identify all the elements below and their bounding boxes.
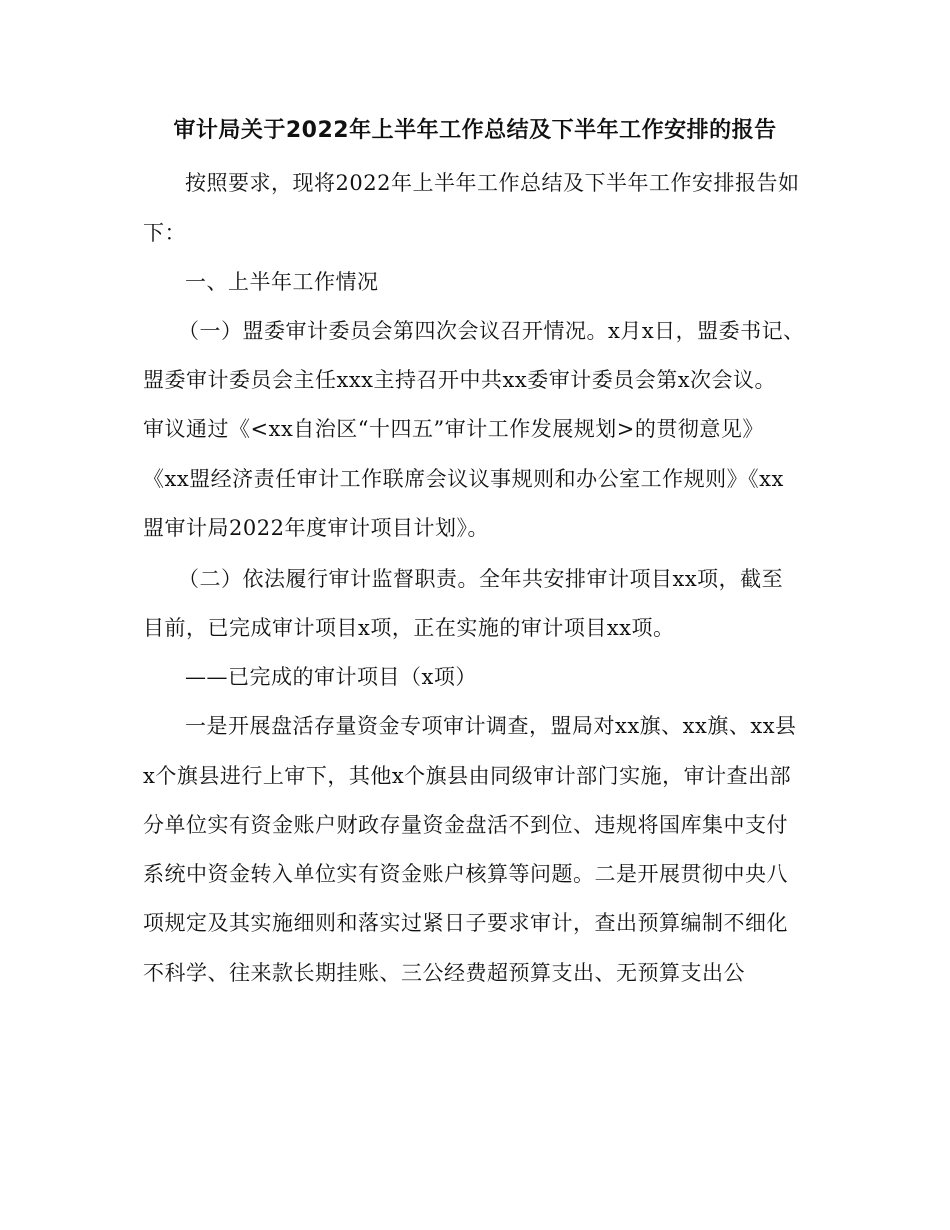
paragraph-line: 一是开展盘活存量资金专项审计调查，盟局对xx旗、xx旗、xx县 <box>185 714 797 738</box>
paragraph-line: 分单位实有资金账户财政存量资金盘活不到位、违规将国库集中支付 <box>143 813 788 837</box>
paragraph-line: 项规定及其实施细则和落实过紧日子要求审计，查出预算编制不细化 <box>143 911 788 935</box>
subsection-heading: ——已完成的审计项目（x项） <box>185 665 477 689</box>
paragraph-line: 盟委审计委员会主任xxx主持召开中共xx委审计委员会第x次会议。 <box>143 368 777 392</box>
paragraph-line: 《xx盟经济责任审计工作联席会议议事规则和办公室工作规则》《xx <box>143 467 784 491</box>
paragraph-line: 审议通过《<xx自治区“十四五”审计工作发展规划>的贯彻意见》 <box>143 417 764 441</box>
section-heading: 一、上半年工作情况 <box>185 270 379 294</box>
paragraph-line: 不科学、往来款长期挂账、三公经费超预算支出、无预算支出公 <box>143 961 745 985</box>
paragraph-line: x个旗县进行上审下，其他x个旗县由同级审计部门实施，审计查出部 <box>143 764 792 788</box>
paragraph-line: 系统中资金转入单位实有资金账户核算等问题。二是开展贯彻中央八 <box>143 862 788 886</box>
paragraph-line: 目前，已完成审计项目x项，正在实施的审计项目xx项。 <box>143 616 675 640</box>
paragraph-line: （一）盟委审计委员会第四次会议召开情况。x月x日，盟委书记、 <box>178 319 805 343</box>
paragraph-line: 下： <box>143 221 186 245</box>
document-title: 审计局关于2022年上半年工作总结及下半年工作安排的报告 <box>173 118 777 143</box>
paragraph-line: 按照要求，现将2022年上半年工作总结及下半年工作安排报告如 <box>185 171 800 195</box>
paragraph-line: （二）依法履行审计监督职责。全年共安排审计项目xx项，截至 <box>178 567 784 591</box>
paragraph-line: 盟审计局2022年度审计项目计划》。 <box>143 516 489 540</box>
